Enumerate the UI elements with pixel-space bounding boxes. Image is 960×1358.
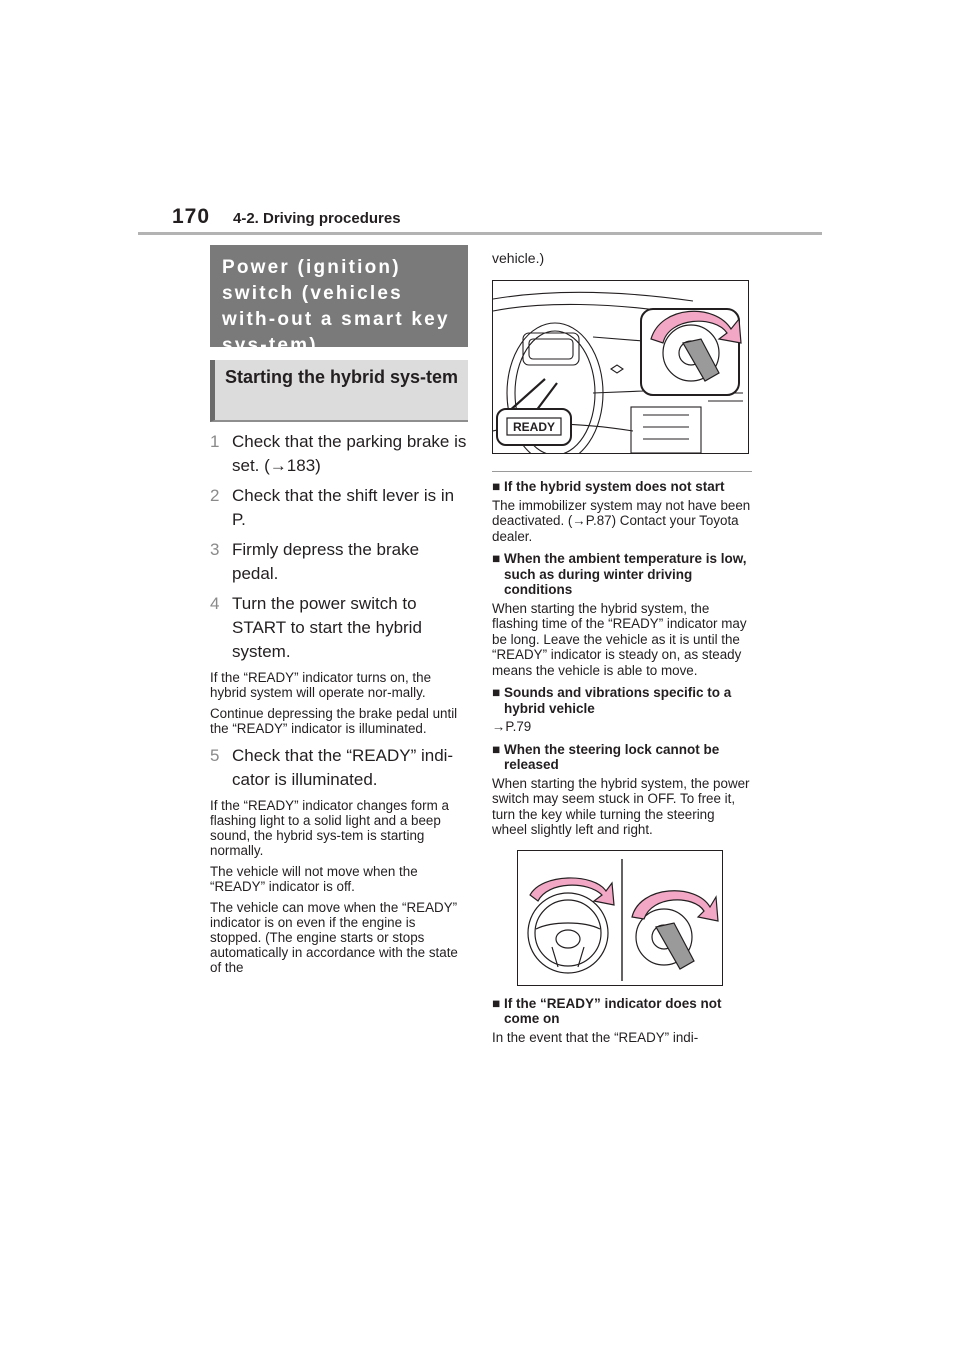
step-3: [210, 538, 468, 586]
section-heading: [492, 551, 752, 598]
step-4: [210, 592, 468, 664]
section-heading: [492, 479, 752, 495]
steering-arrow-icon: [530, 877, 614, 904]
step-note: Continue depressing the brake pedal until the “READY” indicator is illuminated.: [210, 706, 458, 736]
figure-rule: [492, 471, 752, 472]
section-heading: [492, 685, 752, 716]
step-text: Check that the “READY” indi-cator is illuminated.: [232, 746, 454, 789]
section-body: In the event that the “READY” indi-: [492, 1029, 699, 1045]
ready-indicator-illustration: [492, 280, 749, 454]
steering-and-key-illustration: [517, 850, 723, 986]
right-column: [492, 245, 752, 1051]
bullet-square-icon: ■: [492, 479, 501, 494]
step-text: Check that the parking brake is set. (→183): [232, 432, 467, 475]
bullet-square-icon: ■: [492, 995, 501, 1011]
heading-text: When the steering lock cannot be released: [504, 741, 720, 772]
section-body: When starting the hybrid system, the power switch may seem stuck in OFF. To free it, turn the key while turning the steering wheel slightly left and right.: [492, 775, 750, 837]
step-note: The vehicle will not move when the “READY” indicator is off.: [210, 864, 418, 894]
key-turn-arrow-icon: [632, 890, 718, 920]
step-note: The vehicle can move when the “READY” indicator is on even if the engine is stopped. (The engine starts or stops automatically in accordance with the state of the: [210, 900, 458, 975]
heading-text: Sounds and vibrations specific to a hybrid vehicle: [504, 685, 732, 716]
bullet-square-icon: ■: [492, 551, 501, 566]
bullet-square-icon: ■: [492, 741, 501, 757]
step-2: [210, 484, 468, 532]
step-note: If the “READY” indicator turns on, the hybrid system will operate nor-mally.: [210, 670, 432, 700]
left-column: [210, 245, 468, 981]
step-text: Check that the shift lever is in P.: [232, 486, 455, 529]
step-text: Turn the power switch to START to start the hybrid system.: [232, 594, 422, 661]
step-number: 5: [210, 746, 220, 765]
step-number: 2: [210, 486, 220, 505]
section-body: →P.79: [492, 719, 532, 734]
steering-wheel-drawing: [528, 893, 608, 973]
subtopic-title: Starting the hybrid sys-tem: [210, 360, 468, 422]
step-number: 4: [210, 594, 220, 613]
step-text: Firmly depress the brake pedal.: [232, 540, 420, 583]
section-heading: [492, 996, 752, 1027]
step-1: [210, 430, 468, 478]
procedure-steps: [210, 430, 468, 975]
bullet-square-icon: ■: [492, 685, 501, 700]
section-heading: [492, 742, 752, 773]
continued-text: vehicle.): [492, 250, 545, 266]
page-number: 170: [172, 205, 211, 228]
heading-text: If the hybrid system does not start: [504, 479, 725, 494]
step-number: 3: [210, 540, 220, 559]
ready-indicator-text: READY: [512, 420, 556, 434]
section-body: When starting the hybrid system, the flashing time of the “READY” indicator may be long. Leave the vehicle as it is until the “READY” indicator is steady on, as steady means the vehicle is able to move.: [492, 600, 747, 678]
header-rule: [138, 232, 822, 235]
step-note: If the “READY” indicator changes form a flashing light to a solid light and a beep sound, the hybrid sys-tem is starting normally.: [210, 798, 449, 858]
section-title: 4-2. Driving procedures: [233, 210, 401, 227]
section-body: The immobilizer system may not have been deactivated. (→P.87) Contact your Toyota dealer.: [492, 497, 751, 544]
topic-title: Power (ignition) switch (vehicles with-out a smart key sys-tem): [210, 245, 468, 347]
step-number: 1: [210, 432, 220, 451]
step-5: [210, 744, 468, 792]
heading-text: If the “READY” indicator does not come on: [504, 995, 722, 1026]
heading-text: When the ambient temperature is low, such as during winter driving conditions: [504, 551, 747, 597]
